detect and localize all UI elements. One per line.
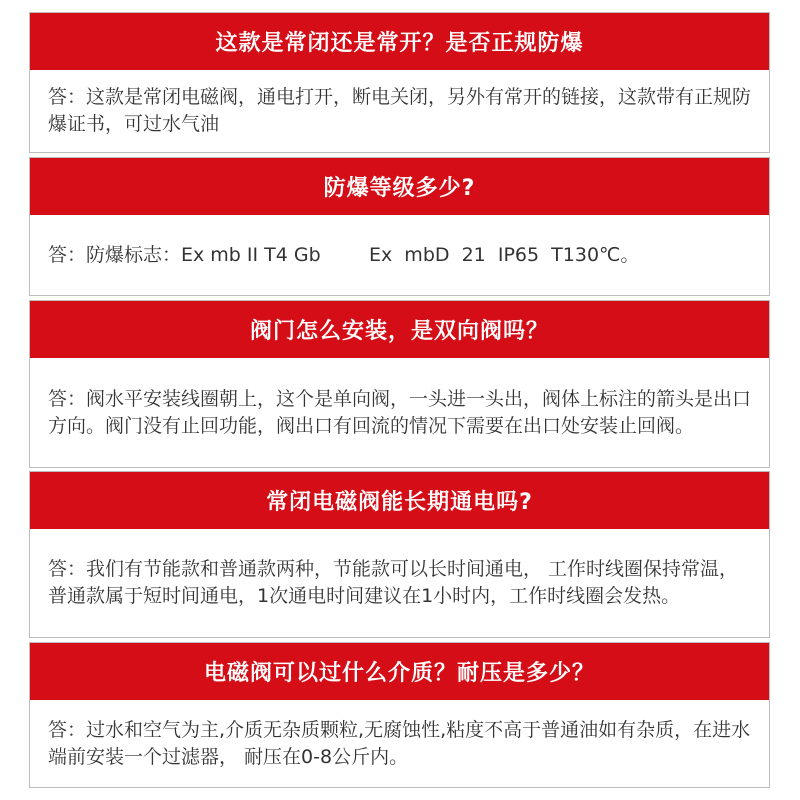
faq-item-medium-pressure: [29, 642, 770, 788]
faq-item-installation: [29, 300, 770, 468]
faq-question-text: 电磁阀可以过什么介质？耐压是多少？: [203, 661, 595, 686]
faq-question: [30, 13, 769, 70]
faq-answer: [30, 529, 769, 637]
faq-question-text: 阀门怎么安装，是双向阀吗？: [249, 319, 549, 344]
faq-question: [30, 643, 769, 700]
faq-answer-text: 答：阀水平安装线圈朝上，这个是单向阀，一头进一头出，阀体上标注的箭头是出口方向。阀门没有止回功能，阀出口有回流的情况下需要在出口处安装止回阀。: [48, 387, 752, 437]
faq-question-text: 防爆等级多少?: [323, 176, 476, 201]
faq-item-continuous-power: [29, 471, 770, 638]
faq-answer-text: 答：这款是常闭电磁阀，通电打开，断电关闭，另外有常开的链接，这款带有正规防爆证书，可过水气油: [48, 86, 752, 135]
faq-answer-text: 答：防爆标志：Ex mb II T4 Gb Ex mbD 21 IP65 T130℃。: [48, 243, 640, 266]
faq-answer: [30, 358, 769, 467]
faq-answer-text: 答：我们有节能款和普通款两种，节能款可以长时间通电， 工作时线圈保持常温，普通款属于短时间通电，1次通电时间建议在1小时内，工作时线圈会发热。: [48, 558, 739, 607]
faq-question: [30, 158, 769, 215]
faq-answer: [30, 215, 769, 295]
faq-question-text: 常闭电磁阀能长期通电吗?: [266, 490, 533, 515]
faq-answer-text: 答：过水和空气为主,介质无杂质颗粒,无腐蚀性,粘度不高于普通油如有杂质，在进水端前安装一个过滤器， 耐压在0-8公斤内。: [48, 718, 751, 768]
faq-question-text: 这款是常闭还是常开？是否正规防爆: [215, 31, 584, 56]
faq-question: [30, 301, 769, 358]
faq-answer: [30, 70, 769, 152]
faq-item-explosion-grade: [29, 157, 770, 296]
faq-item-normally-closed: [29, 12, 770, 153]
faq-question: [30, 472, 769, 529]
faq-answer: [30, 700, 769, 787]
